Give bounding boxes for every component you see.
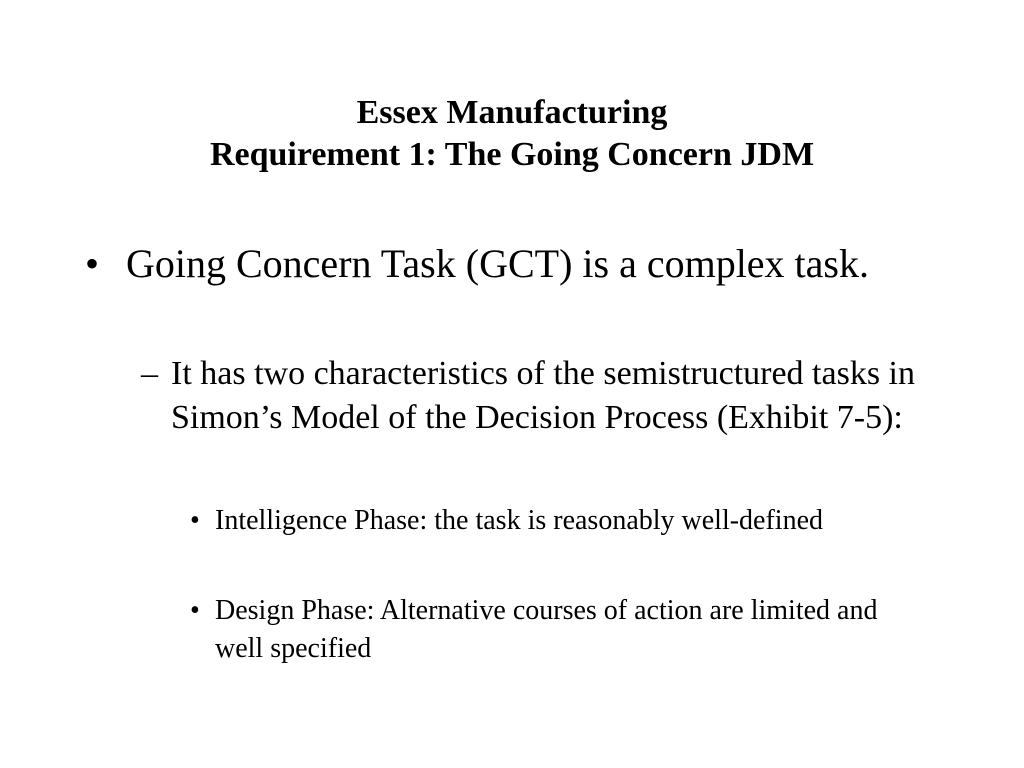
bullet-text: Going Concern Task (GCT) is a complex task. [126, 241, 869, 286]
bullet-text: Intelligence Phase: the task is reasonably well-defined [215, 505, 824, 536]
dash-marker: – [141, 355, 158, 392]
bullet-text: Design Phase: Alternative courses of action are limited and well specified [215, 595, 878, 664]
bullet-level1 [85, 238, 916, 290]
bullet-text: It has two characteristics of the semistructured tasks in Simon’s Model of the Decision Process (Exhibit 7-5): [171, 355, 915, 436]
bullet-level3-2 [190, 592, 895, 668]
bullet-marker: • [190, 595, 200, 626]
title-line-2: Requirement 1: The Going Concern JDM [209, 136, 815, 173]
slide-title [0, 92, 1024, 176]
bullet-marker: • [85, 241, 100, 286]
bullet-level2 [141, 352, 961, 440]
bullet-marker: • [190, 505, 200, 536]
title-line-1: Essex Manufacturing [356, 94, 668, 131]
bullet-level3-1 [190, 502, 895, 540]
